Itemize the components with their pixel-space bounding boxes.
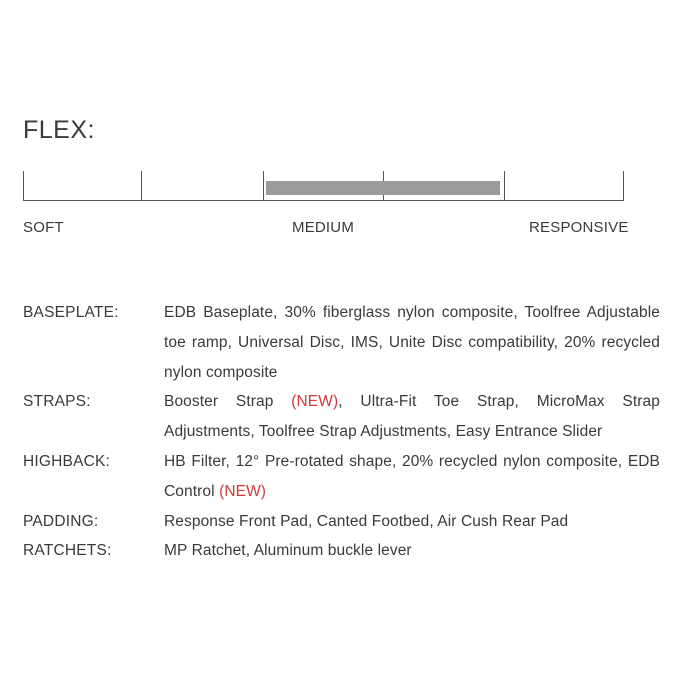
flex-scale-baseline [23,200,624,201]
new-tag: (NEW) [219,482,267,500]
spec-row-baseplate [23,298,663,387]
flex-scale-tick-3 [263,171,264,201]
spec-row-straps [23,387,663,447]
spec-row-padding [23,507,663,537]
spec-value-straps-part2: , Ultra-Fit Toe Strap, MicroMax Strap Adjustments, Toolfree Strap Adjustments, Easy Entrance Slider [164,393,660,441]
spec-value-straps-part1: Booster Strap [164,393,292,411]
spec-label-highback: HIGHBACK: [23,452,111,470]
spec-row-highback [23,447,663,507]
new-tag: (NEW) [291,393,339,411]
spec-value-baseplate: EDB Baseplate, 30% fiberglass nylon composite, Toolfree Adjustable toe ramp, Universal Disc, IMS, Unite Disc compatibility, 20% recycled nylon composite [164,304,660,381]
spec-label-baseplate: BASEPLATE: [23,304,119,321]
flex-scale-tick-right [623,171,624,201]
spec-value-highback [164,447,660,507]
flex-scale-tick-left [23,171,24,201]
flex-title: FLEX: [23,116,95,144]
spec-label-padding: PADDING: [23,512,99,530]
flex-label-responsive: RESPONSIVE [529,219,629,236]
spec-value-straps [164,387,660,447]
spec-list [23,298,663,566]
spec-row-ratchets [23,536,663,566]
flex-scale-tick-5 [504,171,505,201]
spec-value-padding: Response Front Pad, Canted Footbed, Air Cush Rear Pad [164,512,569,530]
spec-value-ratchets: MP Ratchet, Aluminum buckle lever [164,542,412,560]
spec-value-highback-part1: HB Filter, 12° Pre-rotated shape, 20% recycled nylon composite, EDB Control [164,452,660,500]
flex-label-soft: SOFT [23,219,64,236]
spec-label-ratchets: RATCHETS: [23,542,112,560]
flex-scale-tick-2 [141,171,142,201]
spec-label-straps: STRAPS: [23,393,91,411]
flex-scale [23,171,624,201]
flex-label-medium: MEDIUM [292,219,355,236]
flex-level-bar [266,181,500,195]
